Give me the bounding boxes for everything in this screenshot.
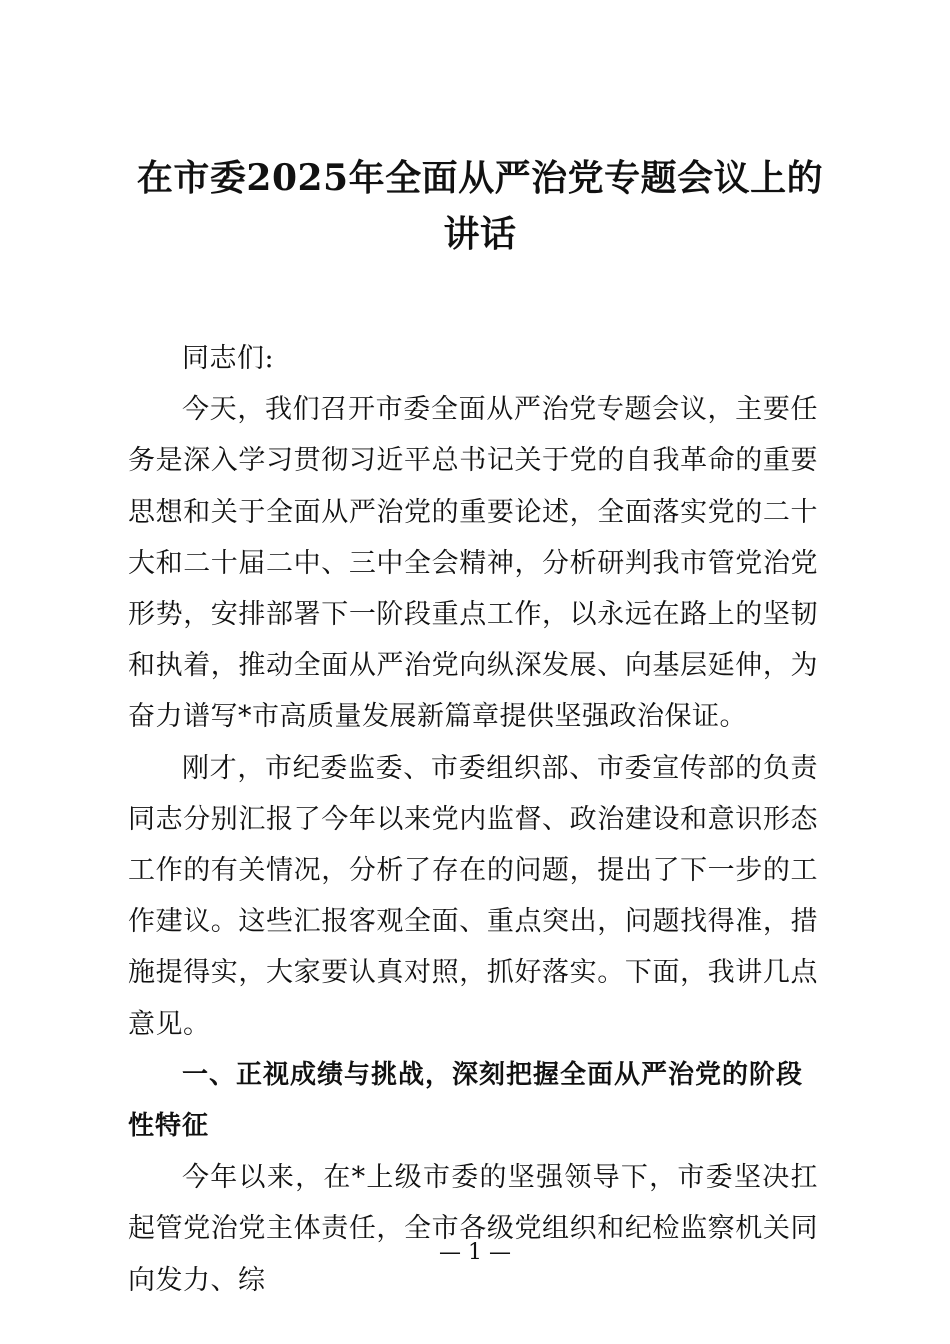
section-heading: 一、正视成绩与挑战，深刻把握全面从严治党的阶段性特征 [128,1059,804,1142]
document-body [128,333,818,1306]
document-title: 在市委2025年全面从严治党专题会议上的讲话 [136,157,824,255]
paragraph-reports: 刚才，市纪委监委、市委组织部、市委宣传部的负责同志分别汇报了今年以来党内监督、政治建设和意识形态工作的有关情况，分析了存在的问题，提出了下一步的工作建议。这些汇报客观全面、重点突出，问题找得准，措施提得实，大家要认真对照，抓好落实。下面，我讲几点意见。 [128,752,818,1040]
section-paragraph: 今年以来，在*上级市委的坚强领导下，市委坚决扛起管党治党主体责任，全市各级党组织和纪检监察机关同向发力、综 [128,1162,818,1296]
salutation: 同志们: [182,343,275,374]
page-number: — 1 — [439,1240,511,1265]
paragraph-opening: 今天，我们召开市委全面从严治党专题会议，主要任务是深入学习贯彻习近平总书记关于党的自我革命的重要思想和关于全面从严治党的重要论述，全面落实党的二十大和二十届二中、三中全会精神，分析研判我市管党治党形势，安排部署下一阶段重点工作，以永远在路上的坚韧和执着，推动全面从严治党向纵深发展、向基层延伸，为奋力谱写*市高质量发展新篇章提供坚强政治保证。 [128,394,818,733]
